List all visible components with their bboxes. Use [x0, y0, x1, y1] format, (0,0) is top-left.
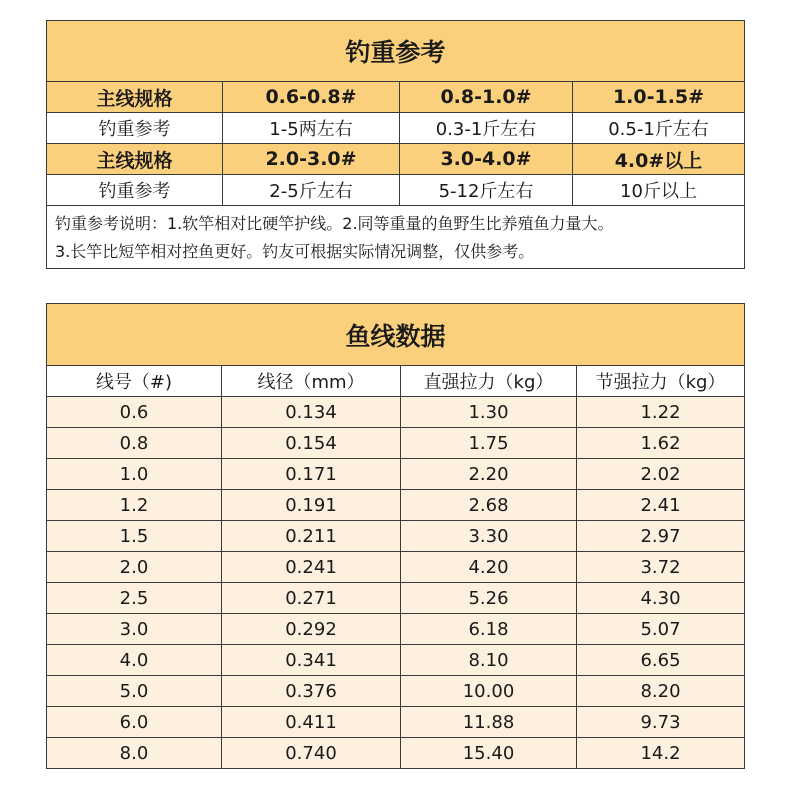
table-row [47, 397, 745, 428]
weight-value-row [47, 113, 745, 144]
table-cell: 14.2 [577, 738, 745, 769]
table-cell: 5.26 [401, 583, 577, 614]
spec-cell: 3.0-4.0# [400, 144, 573, 175]
table-row [47, 645, 745, 676]
fishing-line-data-table [46, 303, 745, 769]
spec-header-row [47, 144, 745, 175]
weight-cell: 钓重参考 [47, 175, 223, 206]
table-cell: 2.02 [577, 459, 745, 490]
table-cell: 0.292 [222, 614, 401, 645]
table-cell: 0.411 [222, 707, 401, 738]
table-cell: 9.73 [577, 707, 745, 738]
table-cell: 1.0 [47, 459, 222, 490]
table-row [47, 428, 745, 459]
weight-cell: 0.3-1斤左右 [400, 113, 573, 144]
weight-cell: 0.5-1斤左右 [573, 113, 745, 144]
table-cell: 0.171 [222, 459, 401, 490]
table-cell: 6.18 [401, 614, 577, 645]
table-cell: 2.68 [401, 490, 577, 521]
table-cell: 0.191 [222, 490, 401, 521]
table-row [47, 490, 745, 521]
weight-cell: 5-12斤左右 [400, 175, 573, 206]
table-cell: 1.2 [47, 490, 222, 521]
table-cell: 3.72 [577, 552, 745, 583]
note-row [47, 206, 745, 269]
table-cell: 2.20 [401, 459, 577, 490]
table-cell: 15.40 [401, 738, 577, 769]
spec-cell: 0.6-0.8# [223, 82, 400, 113]
table-cell: 2.97 [577, 521, 745, 552]
spec-cell: 主线规格 [47, 82, 223, 113]
table-cell: 4.0 [47, 645, 222, 676]
spec-cell: 主线规格 [47, 144, 223, 175]
line-table-title: 鱼线数据 [47, 304, 745, 366]
column-header: 线径（mm） [222, 366, 401, 397]
table-row [47, 583, 745, 614]
table-row [47, 552, 745, 583]
table-cell: 11.88 [401, 707, 577, 738]
note-line-1: 钓重参考说明：1.软竿相对比硬竿护线。2.同等重量的鱼野生比养殖鱼力量大。 [55, 214, 614, 233]
table-cell: 1.5 [47, 521, 222, 552]
weight-cell: 2-5斤左右 [223, 175, 400, 206]
table-cell: 8.10 [401, 645, 577, 676]
table-cell: 6.0 [47, 707, 222, 738]
weight-value-row [47, 175, 745, 206]
table-cell: 0.271 [222, 583, 401, 614]
table-cell: 4.30 [577, 583, 745, 614]
table-cell: 5.0 [47, 676, 222, 707]
weight-cell: 1-5两左右 [223, 113, 400, 144]
table-cell: 10.00 [401, 676, 577, 707]
table-cell: 3.30 [401, 521, 577, 552]
weight-note [47, 206, 745, 269]
table-row [47, 614, 745, 645]
table-cell: 8.20 [577, 676, 745, 707]
column-header: 直强拉力（kg） [401, 366, 577, 397]
table-cell: 0.134 [222, 397, 401, 428]
table-cell: 0.154 [222, 428, 401, 459]
table-cell: 0.6 [47, 397, 222, 428]
table-cell: 5.07 [577, 614, 745, 645]
table-cell: 0.211 [222, 521, 401, 552]
table-row [47, 521, 745, 552]
weight-cell: 钓重参考 [47, 113, 223, 144]
table-cell: 4.20 [401, 552, 577, 583]
table-cell: 1.22 [577, 397, 745, 428]
table-row [47, 707, 745, 738]
fishing-weight-table [46, 20, 745, 269]
table-cell: 2.0 [47, 552, 222, 583]
table-cell: 2.5 [47, 583, 222, 614]
spec-header-row [47, 82, 745, 113]
note-line-2: 3.长竿比短竿相对控鱼更好。钓友可根据实际情况调整，仅供参考。 [55, 242, 535, 261]
table-cell: 3.0 [47, 614, 222, 645]
weight-table-title: 钓重参考 [47, 21, 745, 82]
table-cell: 1.62 [577, 428, 745, 459]
table-row [47, 459, 745, 490]
table-cell: 0.8 [47, 428, 222, 459]
table-cell: 0.376 [222, 676, 401, 707]
spec-cell: 2.0-3.0# [223, 144, 400, 175]
table-cell: 1.75 [401, 428, 577, 459]
table-cell: 8.0 [47, 738, 222, 769]
column-header: 节强拉力（kg） [577, 366, 745, 397]
column-header-row [47, 366, 745, 397]
spec-cell: 0.8-1.0# [400, 82, 573, 113]
table-cell: 1.30 [401, 397, 577, 428]
table-cell: 6.65 [577, 645, 745, 676]
table-cell: 0.740 [222, 738, 401, 769]
spec-cell: 1.0-1.5# [573, 82, 745, 113]
table-row [47, 676, 745, 707]
column-header: 线号（#) [47, 366, 222, 397]
weight-cell: 10斤以上 [573, 175, 745, 206]
table-cell: 0.341 [222, 645, 401, 676]
table-cell: 2.41 [577, 490, 745, 521]
table-row [47, 738, 745, 769]
table-cell: 0.241 [222, 552, 401, 583]
spec-cell: 4.0#以上 [573, 144, 745, 175]
